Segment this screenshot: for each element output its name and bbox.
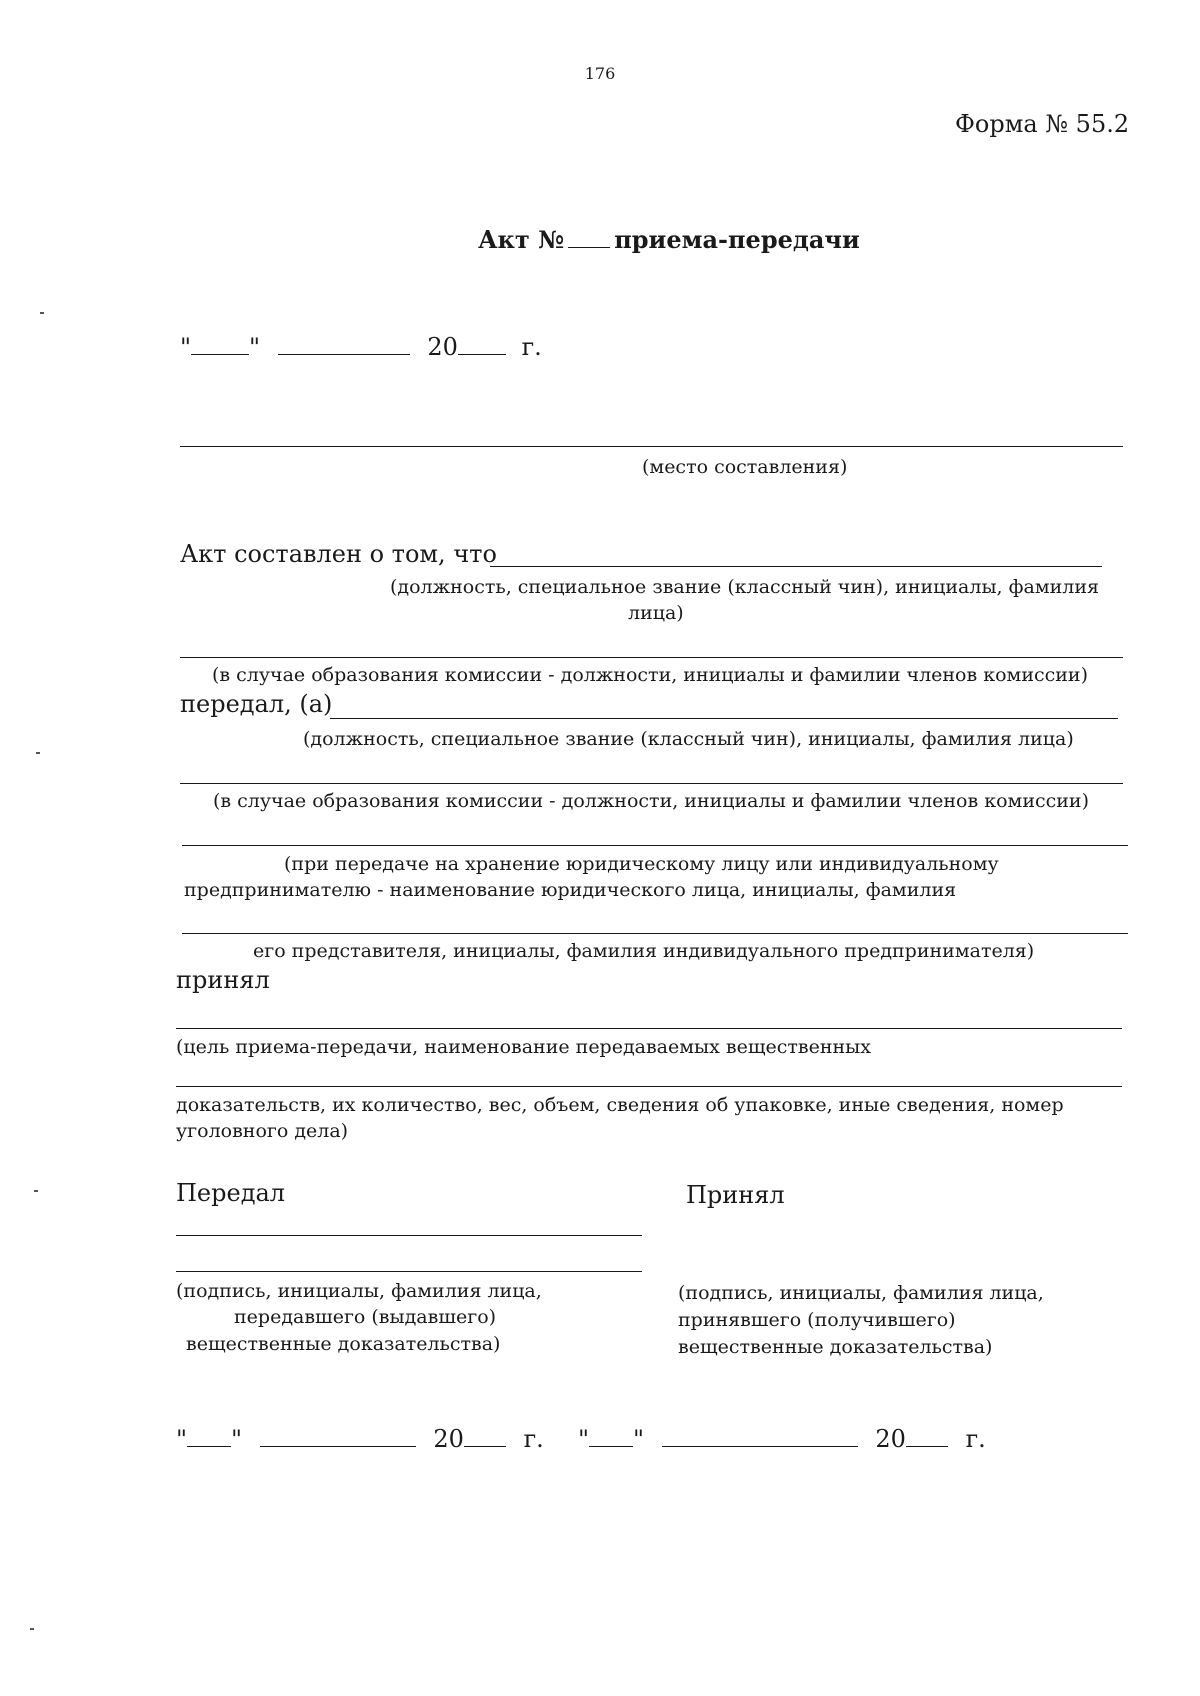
recipient-field[interactable] (330, 718, 1118, 719)
received-label: принял (176, 966, 270, 994)
recipient-year-field[interactable] (906, 1420, 948, 1447)
purpose-hint-line3: уголовного дела) (176, 1120, 349, 1142)
act-number-field[interactable] (568, 225, 610, 248)
date-close-quote: " (249, 333, 261, 362)
transferor-year-field[interactable] (464, 1420, 506, 1447)
place-hint: (место составления) (642, 456, 848, 478)
month-field[interactable] (278, 328, 410, 355)
transferor-date (176, 1420, 544, 1453)
date-year-suffix: г. (521, 333, 542, 362)
purpose-field-2[interactable] (176, 1086, 1122, 1087)
storage-hint-line3: его представителя, инициалы, фамилия индивидуального предпринимателя) (253, 940, 1035, 962)
recipient-day-field[interactable] (589, 1420, 633, 1447)
recipient-commission-hint: (в случае образования комиссии - должности, инициалы и фамилии членов комиссии) (213, 790, 1090, 812)
date-century: 20 (433, 1425, 464, 1454)
transferor-signature-hint-line3: вещественные доказательства) (186, 1333, 501, 1355)
transferor-day-field[interactable] (187, 1420, 231, 1447)
transferor-signature-hint-line2: передавшего (выдавшего) (234, 1306, 497, 1328)
recipient-commission-field[interactable] (180, 783, 1123, 784)
storage-field-2[interactable] (182, 933, 1128, 934)
handed-label: передал, (а) (180, 690, 333, 718)
storage-hint-line1: (при передаче на хранение юридическому лицу или индивидуальному (284, 853, 999, 875)
recipient-hint: (должность, специальное звание (классный чин), инициалы, фамилия лица) (303, 728, 1074, 750)
date-close-quote: " (633, 1425, 645, 1454)
date-close-quote: " (231, 1425, 243, 1454)
recipient-signature-hint-line1: (подпись, инициалы, фамилия лица, (678, 1282, 1044, 1304)
transferor-month-field[interactable] (260, 1420, 416, 1447)
date-year-suffix: г. (523, 1425, 544, 1454)
year-field[interactable] (458, 328, 506, 355)
date-century: 20 (427, 333, 458, 362)
recipient-month-field[interactable] (662, 1420, 858, 1447)
title-suffix: приема-передачи (614, 225, 860, 254)
recipient-date (578, 1420, 986, 1453)
transferor-commission-hint: (в случае образования комиссии - должности, инициалы и фамилии членов комиссии) (212, 664, 1089, 686)
recipient-signature-hint-line2: принявшего (получившего) (678, 1309, 956, 1331)
transferred-heading: Передал (176, 1179, 286, 1207)
document-title (478, 225, 860, 254)
place-field[interactable] (180, 446, 1123, 447)
page-number: 176 (584, 64, 616, 83)
act-date (180, 328, 542, 361)
transferor-field[interactable] (490, 566, 1102, 567)
purpose-field-1[interactable] (176, 1028, 1122, 1029)
drafted-label: Акт составлен о том, что (180, 540, 497, 568)
purpose-hint-line2: доказательств, их количество, вес, объем, сведения об упаковке, иные сведения, номер (176, 1094, 1064, 1116)
scan-speck (30, 1628, 34, 1630)
day-field[interactable] (191, 328, 249, 355)
date-open-quote: " (176, 1425, 188, 1454)
scan-speck (40, 312, 44, 314)
recipient-signature-hint-line3: вещественные доказательства) (678, 1336, 993, 1358)
date-open-quote: " (578, 1425, 590, 1454)
date-open-quote: " (180, 333, 192, 362)
scan-speck (36, 752, 40, 754)
transferor-hint-line2: лица) (628, 602, 684, 624)
storage-hint-line2: предпринимателю - наименование юридического лица, инициалы, фамилия (184, 879, 957, 901)
transferor-signature-field-2[interactable] (176, 1271, 642, 1272)
date-century: 20 (875, 1425, 906, 1454)
scan-speck (34, 1190, 38, 1192)
accepted-heading: Принял (686, 1181, 785, 1209)
transferor-commission-field[interactable] (180, 657, 1123, 658)
transferor-signature-hint-line1: (подпись, инициалы, фамилия лица, (176, 1280, 542, 1302)
storage-field-1[interactable] (182, 845, 1128, 846)
purpose-hint-line1: (цель приема-передачи, наименование передаваемых вещественных (176, 1036, 872, 1058)
title-prefix: Акт № (478, 225, 565, 254)
date-year-suffix: г. (965, 1425, 986, 1454)
form-number: Форма № 55.2 (955, 110, 1130, 138)
transferor-signature-field-1[interactable] (176, 1235, 642, 1236)
transferor-hint-line1: (должность, специальное звание (классный чин), инициалы, фамилия (390, 576, 1100, 598)
